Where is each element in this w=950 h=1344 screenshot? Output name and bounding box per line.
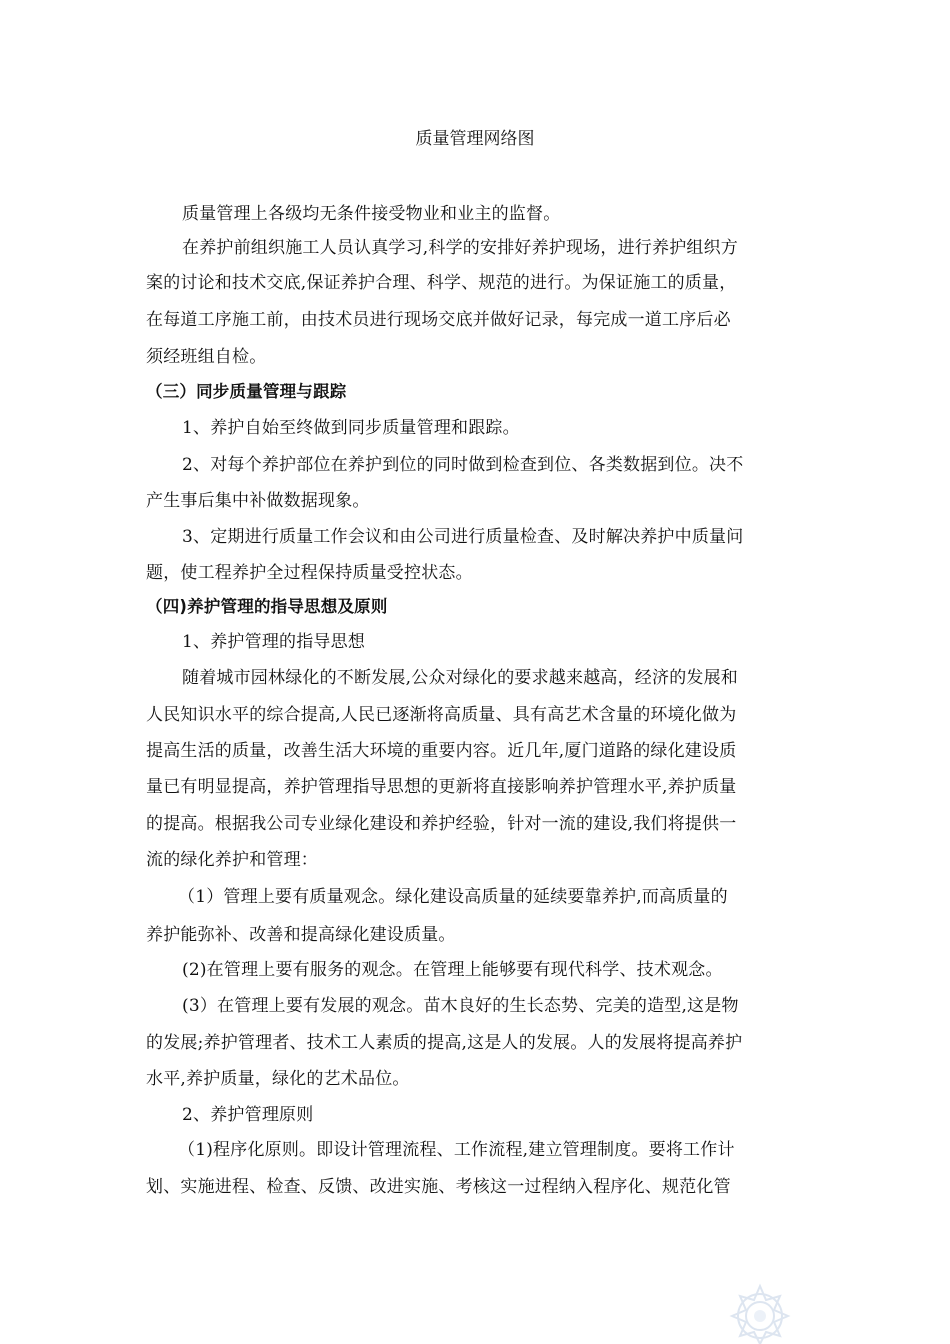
paragraph-line: 水平,养护质量，绿化的艺术品位。 [146,1069,410,1089]
paragraph-line: 在每道工序施工前，由技术员进行现场交底并做好记录，每完成一道工序后必 [146,310,731,330]
paragraph-line: 案的讨论和技术交底,保证养护合理、科学、规范的进行。为保证施工的质量， [146,273,737,293]
paragraph-line: （1)程序化原则。即设计管理流程、工作流程,建立管理制度。要将工作计 [178,1140,735,1160]
section-heading: （四)养护管理的指导思想及原则 [146,597,388,616]
paragraph-line: 划、实施进程、检查、反馈、改进实施、考核这一过程纳入程序化、规范化管 [146,1177,731,1197]
paragraph-line: （1）管理上要有质量观念。绿化建设高质量的延续要靠养护,而高质量的 [178,887,728,907]
section-heading: （三）同步质量管理与跟踪 [146,382,347,401]
watermark-logo-icon [720,1276,800,1344]
paragraph-line: 产生事后集中补做数据现象。 [146,491,370,511]
paragraph-line: 的提高。根据我公司专业绿化建设和养护经验，针对一流的建设,我们将提供一 [146,814,737,834]
paragraph-line: 量已有明显提高，养护管理指导思想的更新将直接影响养护管理水平,养护质量 [146,777,737,797]
paragraph-line: 2、养护管理原则 [182,1105,314,1125]
paragraph-line: 3、定期进行质量工作会议和由公司进行质量检查、及时解决养护中质量问 [182,527,744,547]
paragraph-line: 养护能弥补、改善和提高绿化建设质量。 [146,925,456,945]
paragraph-line: 提高生活的质量，改善生活大环境的重要内容。近几年,厦门道路的绿化建设质 [146,741,737,761]
page-title: 质量管理网络图 [415,129,535,149]
paragraph-line: (2)在管理上要有服务的观念。在管理上能够要有现代科学、技术观念。 [182,960,723,980]
paragraph-line: 2、对每个养护部位在养护到位的同时做到检查到位、各类数据到位。决不 [182,455,744,475]
paragraph-line: 随着城市园林绿化的不断发展,公众对绿化的要求越来越高，经济的发展和 [182,668,739,688]
paragraph-line: 的发展;养护管理者、技术工人素质的提高,这是人的发展。人的发展将提高养护 [146,1033,743,1053]
paragraph-line: 须经班组自检。 [146,347,267,367]
paragraph-line: 人民知识水平的综合提高,人民已逐渐将高质量、具有高艺术含量的环境化做为 [146,705,737,725]
paragraph-line: 在养护前组织施工人员认真学习,科学的安排好养护现场，进行养护组织方 [182,238,739,258]
paragraph-line: 质量管理上各级均无条件接受物业和业主的监督。 [182,204,561,224]
paragraph-line: 1、养护管理的指导思想 [182,632,366,652]
paragraph-line: 流的绿化养护和管理： [146,850,318,870]
paragraph-line: 1、养护自始至终做到同步质量管理和跟踪。 [182,418,520,438]
paragraph-line: 题，使工程养护全过程保持质量受控状态。 [146,563,473,583]
paragraph-line: (3）在管理上要有发展的观念。苗木良好的生长态势、完美的造型,这是物 [182,996,739,1016]
